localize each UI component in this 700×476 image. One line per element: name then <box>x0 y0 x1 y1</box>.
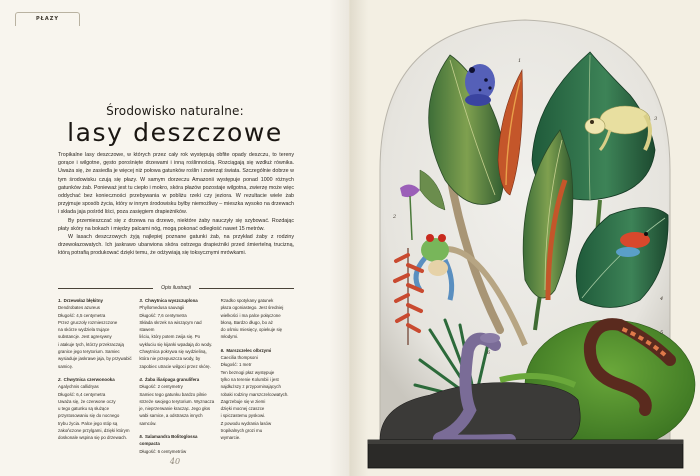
section-tab: PŁAZY <box>15 12 80 26</box>
caption-line: błoną. Bardzo długo, bo aż <box>220 319 273 325</box>
caption-line: granice jego terytorium. Samiec <box>58 349 120 355</box>
blue-frog-icon <box>465 64 495 106</box>
caption-line: wabi samice, a odstrasza innych <box>139 413 203 419</box>
divider <box>199 288 294 289</box>
caption-line: wielkości i ma palce połączone <box>220 312 281 318</box>
caption-line: Przez gruczoły rozmieszczone <box>58 319 118 325</box>
caption-column <box>58 297 133 461</box>
caption-line: Długość: 2 centymetry <box>139 384 183 390</box>
caption-line: zapobiec utracie wilgoci przez skórę. <box>139 363 211 369</box>
caption-line: Z powodu wydrania lasów <box>220 420 272 426</box>
caption-column <box>139 297 214 461</box>
caption-line: strzeże swojego terytorium. Wyznacza <box>139 398 215 404</box>
caption-line: trybu życia. Palce jego stóp są <box>58 420 118 426</box>
paragraph: W lasach deszczowych żyją najlepiej poznane gatunki żab, na przykład żaby z rodziny drzewołazowatych. Ich jaskrawo ubarwiona skóra ostrzega drapieżniki przed śmiertelną trucizną, którą potrafią produkować dzięki temu, że odżywiają się toksycznymi mrówkami. <box>58 234 294 257</box>
caption-line: je, nieprzerwanie kracząc. Jego głos <box>139 406 211 412</box>
body-text <box>58 151 294 258</box>
caption-line: tylko na terenie Kolumbii i jest <box>220 376 279 382</box>
caption-line: i atakuje tych, którzy przekraczają <box>58 341 124 347</box>
caption-line: młodymi. <box>220 334 239 340</box>
caption-species-name: Drzewołaz błękitny <box>63 298 103 303</box>
captions-heading-label: Opis ilustracji <box>161 285 191 291</box>
caption-line: przystosowaniu się do nocnego <box>58 413 120 419</box>
caption-line: Zagrzebuje się w ziemi <box>220 398 266 404</box>
caption-line: i spiczastemu pyskowi. <box>220 413 266 419</box>
caption-line: wysiaduje jaskrawe jaja, by przywabić samicę. <box>58 356 132 369</box>
caption-line: Phyllomedusa sauvagii <box>139 305 185 311</box>
caption-line: Długość: 6 centymetrów <box>139 448 187 454</box>
caption-line: tropikalnych grozi mu <box>220 428 263 434</box>
caption-title <box>139 297 214 304</box>
caption-species-name: Żaba iliaśpaga granulifera <box>145 376 200 382</box>
caption-line: najdłuższy z przypominających <box>220 384 281 390</box>
caption-item <box>221 347 296 442</box>
caption-number: 6. <box>220 347 225 353</box>
caption-line: robaki rodziny marszczelcowatych. <box>220 391 289 397</box>
caption-title <box>139 433 214 448</box>
caption-title <box>58 297 133 304</box>
caption-line: Długość: 6,4 centymetra <box>58 391 106 397</box>
caption-item <box>221 297 296 341</box>
caption-line: Składa skrzek na wiszącym nad stawem <box>139 319 202 333</box>
page-number: 40 <box>169 457 181 466</box>
caption-number: 1. <box>58 298 62 303</box>
specimen-label: 6 <box>487 350 491 356</box>
caption-item <box>58 297 133 370</box>
caption-column <box>221 297 296 461</box>
paragraph: Tropikalne lasy deszczowe, w których przez cały rok występują obfite opady deszczu, to tereny gorące i wilgotne, gęsto porośnięte drzewami i inną roślinnością. Rozciągają się wzdłuż równika. Uważa się, że zasiedla je więcej niż połowa gatunków roślin i zwierząt świata. Szczególnie dobrze w tym środowisku czują się płazy. W samym dorzeczu Amazonii występuje ponad 1000 różnych gatunków żab. Ponieważ jest tu ciepło i mokro, skóra płazów pozostaje wilgotna, zwierzę może więc oddychać bez konieczności przebywania w pobliżu rzeki czy jeziora. W rezultacie wiele żab przyjmuje sposób życia, który w innym środowisku byłby niemożliwy – mieszka wysoko na drzewach i składa jaja pośród liści, poza zasięgiem drapieżników. <box>58 152 294 216</box>
caption-item <box>139 297 214 370</box>
page-title: lasy deszczowe <box>67 118 283 147</box>
caption-number: 2. <box>58 376 62 382</box>
caption-species-name: Chwytnica czerwonooka <box>63 376 115 382</box>
caption-title <box>58 376 133 383</box>
specimen-label: 1 <box>518 58 522 64</box>
caption-species-name: Chwytnica wyszczuplona <box>145 298 198 303</box>
specimen-label: 4 <box>660 296 664 302</box>
caption-line: która nie przepuszcza wody, by <box>139 356 201 362</box>
caption-line: Caecilia thompsoni <box>220 355 258 361</box>
caption-item <box>139 433 214 455</box>
caption-line: samców. <box>139 420 157 426</box>
caption-line: substancje. Jest agresywny <box>58 334 112 340</box>
specimen-label: 3 <box>654 116 658 122</box>
divider <box>58 288 153 289</box>
caption-line: Dendrobates azureus <box>58 305 100 311</box>
caption-line: Rzadko spotykany gatunek <box>220 298 274 303</box>
captions-heading <box>58 283 294 293</box>
right-page <box>350 0 700 476</box>
caption-line: Agalychnis callidryas <box>58 384 99 390</box>
page-subtitle: Środowisko naturalne: <box>106 104 244 118</box>
caption-line: Długość: 4,5 centymetra <box>58 312 106 318</box>
specimen-label: 5 <box>660 330 664 336</box>
captions <box>58 297 296 461</box>
caption-species-name: Salamandra Bolitoglossa compacta <box>139 434 198 447</box>
caption-species-name: Marszczelec olbrzymi <box>226 347 272 353</box>
caption-line: Uważa się, że czerwone oczy <box>58 398 116 404</box>
caption-item <box>58 376 133 442</box>
caption-title <box>139 376 214 383</box>
caption-line: u tego gatunku są służące <box>58 406 110 412</box>
caption-number: 3. <box>139 298 143 303</box>
terrarium-illustration <box>350 0 700 476</box>
caption-line: wymarcie. <box>220 435 241 441</box>
caption-line: liściu, który potem zwija się. Po <box>139 334 201 340</box>
caption-number: 5. <box>139 434 143 440</box>
caption-line: zakończone przylgami, dzięki którym <box>58 428 130 434</box>
caption-line: Długość: 1 metr <box>220 362 252 368</box>
caption-line: Długość: 7,6 centymetra <box>139 312 187 318</box>
caption-line: dzięki mocnej czaszce <box>220 406 265 412</box>
caption-line: doskonale wspina się po drzewach. <box>58 435 128 441</box>
caption-item <box>139 376 214 427</box>
caption-title <box>221 347 296 354</box>
caption-line: do ośmiu miesięcy, opiekuje się <box>220 327 283 333</box>
caption-number: 4. <box>139 376 143 382</box>
specimen-label: 2 <box>393 214 397 220</box>
caption-line: wykluciu się kijanki wpadają do wody. <box>139 341 213 347</box>
paragraph: By przemieszczać się z drzewa na drzewo, niektóre żaby nauczyły się szybować. Rozdając płaty skóry na bokach i między palcami nóg, mogą pokonać odległość nawet 15 metrów. <box>58 217 294 232</box>
caption-line: na skórze wydziela trujące <box>58 327 110 333</box>
caption-line: Ten beznogi płaz występuje <box>220 369 275 375</box>
caption-line: Samiec tego gatunku bardzo pilnie <box>139 391 207 397</box>
caption-line: Chwytnica pokrywa się wydzieliną, <box>139 349 207 355</box>
caption-line: płaza ogoniastego. Jest średniej <box>220 305 284 311</box>
